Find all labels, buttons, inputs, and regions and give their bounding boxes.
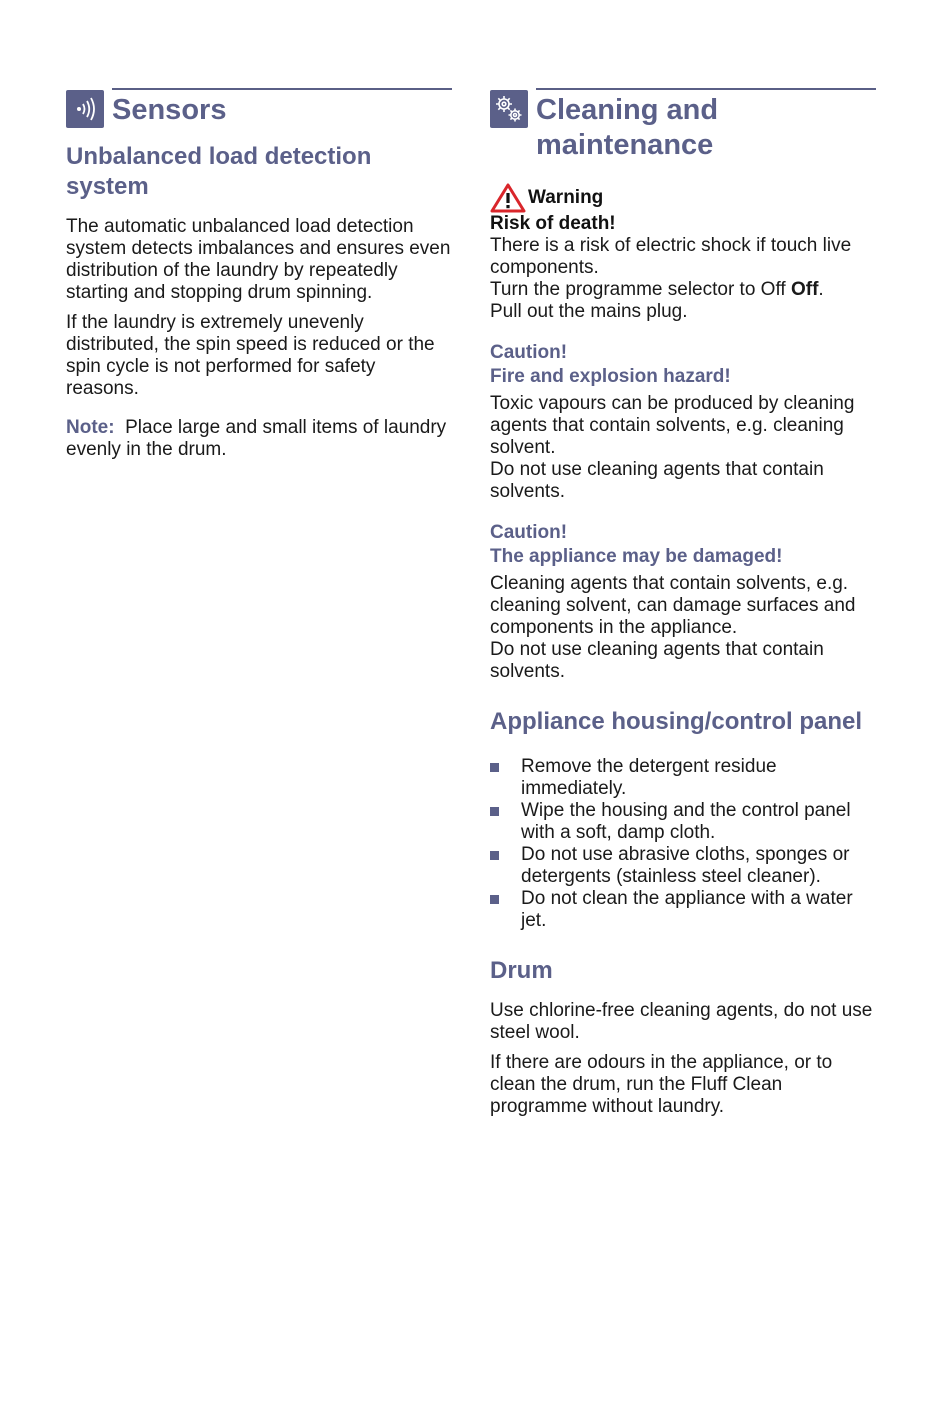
list-item-text: Do not clean the appliance with a water jet. — [521, 888, 853, 931]
off-bold: Off — [790, 279, 819, 300]
caution-block-1 — [490, 341, 876, 503]
risk-of-death: Risk of death! — [490, 213, 616, 234]
drum-paragraph-1: Use chlorine-free cleaning agents, do not use steel wool. — [490, 1000, 873, 1043]
list-item — [490, 888, 876, 932]
list-item — [490, 800, 876, 844]
gears-icon — [490, 90, 528, 128]
unbalanced-paragraph-1: The automatic unbalanced load detection system detects imbalances and ensures even distribution of the laundry by repeatedly starting and stopping drum spinning. — [66, 216, 451, 303]
list-item-text: Wipe the housing and the control panel with a soft, damp cloth. — [521, 800, 851, 843]
cleaning-title-line-1: Cleaning and — [536, 94, 719, 126]
left-column — [66, 88, 452, 461]
caution-line-2: Do not use cleaning agents that contain solvents. — [490, 459, 824, 502]
list-item-text: Remove the detergent residue immediately. — [521, 756, 777, 799]
sensors-title: Sensors — [112, 94, 227, 126]
list-item-text: Do not use abrasive cloths, sponges or detergents (stainless steel cleaner). — [521, 844, 850, 887]
cleaning-title — [490, 88, 876, 163]
warning-line-2-end: . — [818, 279, 824, 300]
warning-triangle-icon — [490, 183, 526, 213]
warning-line-3: Pull out the mains plug. — [490, 301, 688, 322]
warning-line-2-text: Turn the programme selector to Off — [490, 279, 791, 300]
cleaning-section-header — [490, 88, 876, 163]
section-rule — [536, 88, 876, 90]
unbalanced-paragraph-2: If the laundry is extremely unevenly distributed, the spin speed is reduced or the spin cycle is not performed for safety reasons. — [66, 312, 435, 399]
warning-header — [490, 183, 876, 213]
caution-line-1: Toxic vapours can be produced by cleaning agents that contain solvents, e.g. cleaning solvent. — [490, 393, 855, 458]
unbalanced-load-heading: Unbalanced load detection system — [66, 143, 372, 200]
drum-paragraph-2: If there are odours in the appliance, or to clean the drum, run the Fluff Clean programme without laundry. — [490, 1052, 833, 1117]
caution-title: The appliance may be damaged! — [490, 546, 783, 567]
housing-heading: Appliance housing/control panel — [490, 708, 863, 735]
warning-label: Warning — [528, 187, 604, 208]
list-item — [490, 844, 876, 888]
list-item — [490, 756, 876, 800]
housing-list — [490, 756, 876, 932]
note-label: Note: — [66, 417, 115, 438]
drum-heading: Drum — [490, 957, 553, 984]
right-column — [490, 88, 876, 1118]
caution-label: Caution! — [490, 342, 568, 363]
bullet-square-icon — [490, 763, 499, 772]
caution-block-2 — [490, 521, 876, 683]
caution-title: Fire and explosion hazard! — [490, 366, 731, 387]
sensor-wave-icon — [66, 90, 104, 128]
note-paragraph — [66, 417, 452, 461]
cleaning-title-line-2: maintenance — [536, 129, 714, 161]
bullet-square-icon — [490, 895, 499, 904]
warning-line-2 — [490, 279, 876, 301]
warning-line-1: There is a risk of electric shock if touch live components. — [490, 235, 852, 278]
bullet-square-icon — [490, 851, 499, 860]
caution-line-1: Cleaning agents that contain solvents, e.g. cleaning solvent, can damage surfaces and components in the appliance. — [490, 573, 856, 638]
sensors-section-header — [66, 88, 452, 130]
caution-label: Caution! — [490, 522, 568, 543]
warning-block — [490, 183, 876, 323]
section-rule — [112, 88, 452, 90]
bullet-square-icon — [490, 807, 499, 816]
note-text: Place large and small items of laundry evenly in the drum. — [66, 417, 447, 460]
caution-line-2: Do not use cleaning agents that contain solvents. — [490, 639, 824, 682]
